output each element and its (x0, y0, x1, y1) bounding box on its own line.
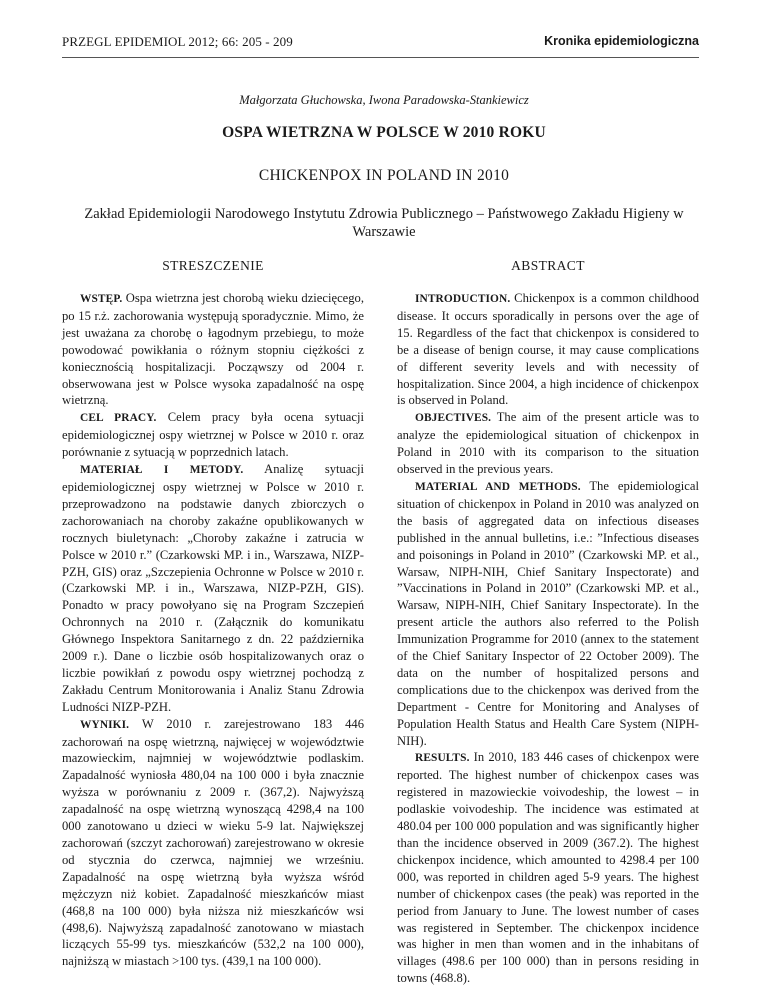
journal-citation: PRZEGL EPIDEMIOL 2012; 66: 205 - 209 (62, 34, 293, 49)
abstract-paragraph (397, 478, 699, 750)
abstract-column (397, 290, 699, 987)
paragraph-text: Analizę sytuacji epidemiologicznej ospy wietrznej w Polsce w 2010 r. przeprowadzono na podstawie danych zbiorczych o zachorowaniach na choroby zakaźne opublikowanych w rocznych biuletynach: „Choroby zakaźne i zatrucia w Polsce w 2010 r.” (Czarkowski MP. i in., Warszawa, NIZP-PZH, GIS) oraz „Szczepienia Ochronne w Polsce w 2010 r. (Czarkowski MP. i in., Warszawa, NIZP-PZH, GIS). Ponadto w pracy powołyano się na Program Szczepień Ochronnych na 2010 r. (Załącznik do komunikatu Głównego Inspektora Sanitarnego z dn. 22 października 2009 r.). Dane o liczbie osób hospitalizowanych oraz o liczbie powikłań z powodu ospy wietrznej pochodzą z Zakładu Centrum Monitorowania i Analiz Stanu Zdrowia Ludności NIZP-PZH. (62, 462, 364, 714)
streszczenie-paragraph (62, 461, 364, 716)
paragraph-text: Ospa wietrzna jest chorobą wieku dziecięcego, po 15 r.ż. zachorowania występują sporadycznie. Mimo, że jest uważana za chorobę o łagodnym przebiegu, to może powodować powikłania o różnym stopniu ciężkości z koniecznością hospitalizacji. Począwszy od 2004 r. obserwowana jest w Polsce wysoka zapadalność na ospę wietrzną. (62, 291, 364, 408)
section-label: RESULTS. (415, 752, 470, 765)
section-name: Kronika epidemiologiczna (544, 34, 699, 48)
title-polish: OSPA WIETRZNA W POLSCE W 2010 ROKU (222, 124, 546, 141)
paragraph-text: The epidemiological situation of chickenpox in Poland in 2010 was analyzed on the basis of aggregated data on infectious diseases published in the annual bulletins, i.e.: ”Infectious diseases and poisonings in Poland in 2010” (Czarkowski MP. et al., Warsaw, NIPH-NIH, Chief Sanitary Inspectorate) and ”Vaccinations in Poland in 2010” (Czarkowski MP. et al., Warsaw, NIPH-NIH, Chief Sanitary Inspectorate). In the present article the authors also referred to the Polish Immunization Programme for 2010 (annex to the statement of the Chief Sanitary Inspector of 22 October 2009). The data on the number of hospitalized persons and complications due to the chickenpox was derived from the Department - Centre for Monitoring and Analyses of Population Health Status and Health Care System (NIPH-NIH). (397, 478, 699, 748)
abstract-heading: ABSTRACT (511, 258, 585, 273)
authors: Małgorzata Głuchowska, Iwona Paradowska-Stankiewicz (239, 93, 529, 107)
section-label: INTRODUCTION. (415, 293, 511, 305)
title-english: CHICKENPOX IN POLAND IN 2010 (258, 167, 510, 184)
streszczenie-column (62, 290, 364, 970)
paragraph-text: In 2010, 183 446 cases of chickenpox were reported. The highest number of chickenpox cases was registered in mazowieckie voivodeship, the lowest – in podlaskie voivodeship. The incidence was estimated at 480.04 per 100 000 population and was significantly higher than the incidence observed in 2009 (367.2). The highest chickenpox incidence, which amounted to 4298.4 per 100 000, was reported in children aged 5-9 years. The highest number of chickenpox cases (the peak) was reported in the period from January to June. The lowest number of cases was registered in September. The chickenpox incidence was higher in men than women and in the inhabitans of villages (498.6 per 100 000) than in persons residing in towns (468.8). (397, 750, 699, 986)
section-label: WYNIKI. (80, 718, 130, 731)
abstract-paragraph (397, 409, 699, 478)
header-rule (62, 57, 699, 58)
paragraph-text: W 2010 r. zarejestrowano 183 446 zachorowań na ospę wietrzną, najwięcej w województwie mazowieckim, najmniej w województwie podlaskim. Zapadalność wyniosła 480,04 na 100 000 i była znacznie wyższa w porównaniu z 2009 r. (367,2). Najwyższą zapadalność na ospę wietrzną wynoszącą 4298,4 na 100 000 zanotowano u dzieci w wieku 5-9 lat. Największej zachorowań (szczyt zachorowań) zarejestrowano w okresie od stycznia do czerwca, najmniej we wrześniu. Zapadalność na ospę wietrzną była wyższa wśród mężczyzn niż kobiet. Zapadalność mieszkańców miast (468,8 na 100 000) była niższa niż mieszkańców wsi (498,6). Najwyższą zapadalność zanotowano w miastach liczących 55-99 tys. mieszkańców (532,2 na 100 000), najniższą w miastach >100 tys. (439,1 na 100 000). (62, 716, 364, 969)
section-label: WSTĘP. (80, 293, 123, 305)
streszczenie-paragraph (62, 716, 364, 971)
section-label: MATERIAL AND METHODS. (415, 480, 581, 493)
section-label: MATERIAŁ I METODY. (80, 464, 244, 477)
affiliation: Zakład Epidemiologii Narodowego Instytutu Zdrowia Publicznego – Państwowego Zakładu Higieny w Warszawie (84, 206, 684, 240)
streszczenie-paragraph (62, 290, 364, 409)
section-label: CEL PRACY. (80, 412, 157, 425)
paragraph-text: The aim of the present article was to analyze the epidemiological situation of chickenpox in Poland in 2010 with its comparison to the situation observed in the previous years. (397, 410, 699, 477)
abstract-paragraph (397, 290, 699, 409)
abstract-paragraph (397, 749, 699, 987)
streszczenie-paragraph (62, 409, 364, 461)
running-header (62, 34, 699, 58)
section-label: OBJECTIVES. (415, 412, 492, 425)
paragraph-text: Celem pracy była ocena sytuacji epidemiologicznej ospy wietrznej w Polsce w 2010 r. oraz porównanie z sytuacją w poprzednich latach. (62, 410, 364, 460)
streszczenie-heading: STRESZCZENIE (162, 258, 264, 273)
paragraph-text: Chickenpox is a common childhood disease. It occurs sporadically in persons over the age of 15. Regardless of the fact that chickenpox is considered to be a disease of benign course, it may cause complications of different severity levels and with necessity of hospitalization. Since 2004, a high incidence of chickenpox is observed in Poland. (397, 291, 699, 408)
